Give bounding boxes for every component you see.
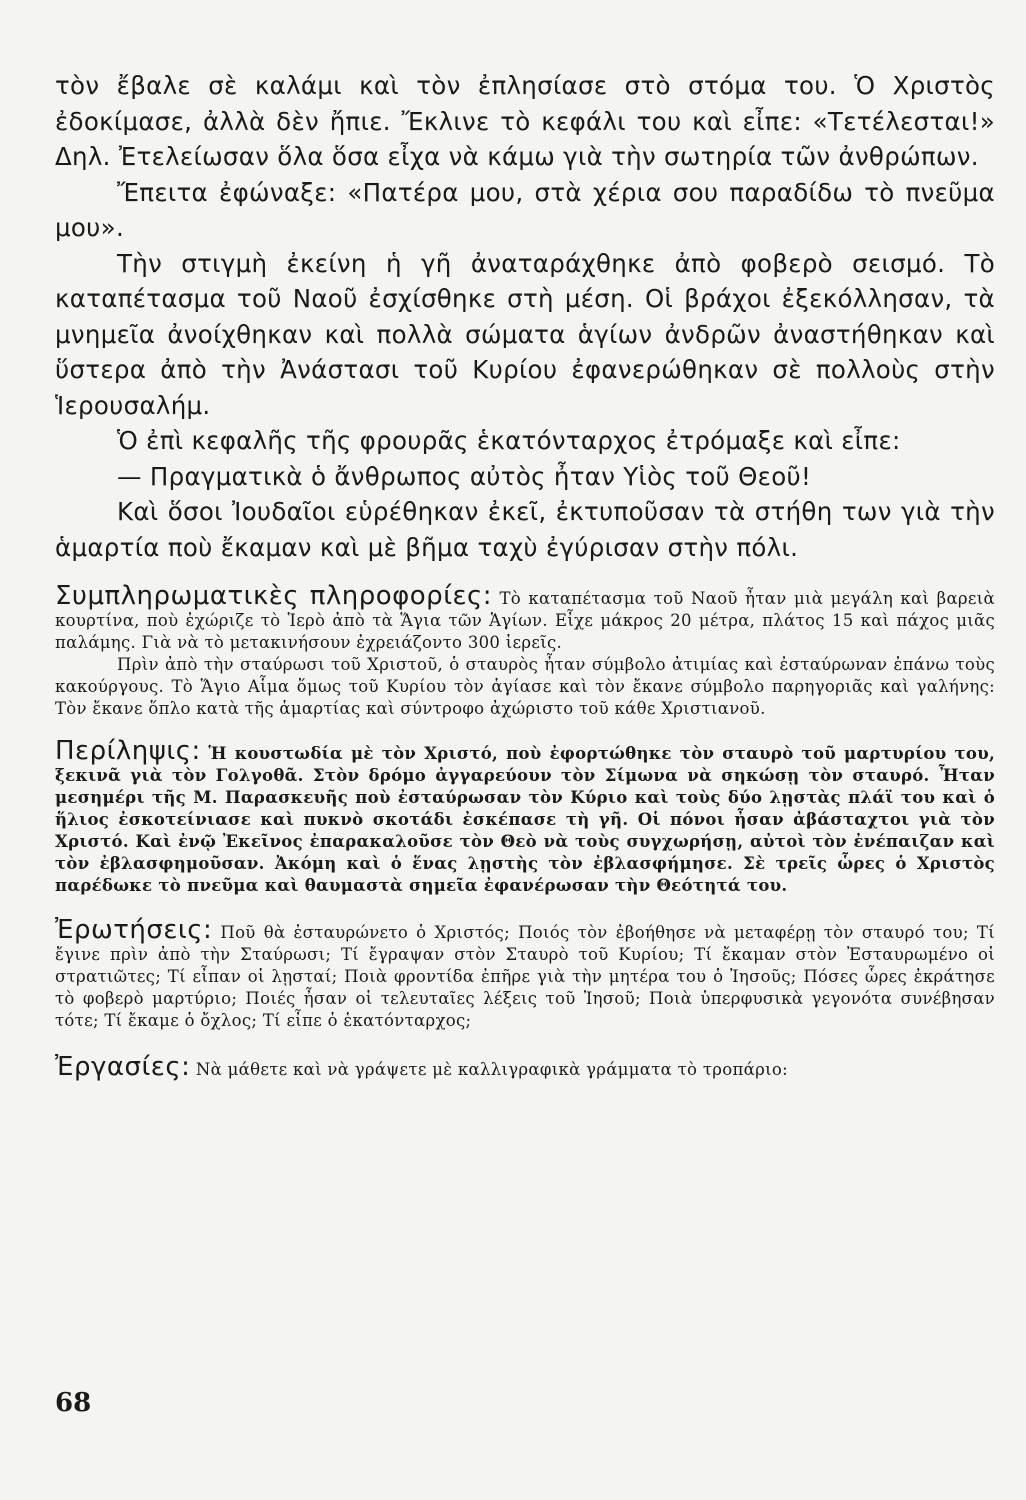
page-content <box>55 68 995 1081</box>
paragraph: — Πραγματικὰ ὁ ἄνθρωπος αὐτὸς ἦταν Υἱὸς τοῦ Θεοῦ! <box>117 461 812 491</box>
summary-text: Ἡ κουστωδία μὲ τὸν Χριστό, ποὺ ἐφορτώθηκε τὸν σταυρὸ τοῦ μαρτυρίου του, ξεκινᾶ γιὰ τὸν Γολγοθᾶ. Στὸν δρόμο ἀγγαρεύουν τὸν Σίμωνα νὰ σηκώσῃ τὸν σταυρό. Ἦταν μεσημέρι τῆς Μ. Παρασκευῆς ποὺ ἐσταύρωσαν τὸν Κύριο καὶ τοὺς δύο λῃστὰς πλάϊ του καὶ ὁ ἥλιος ἐσκοτείνιασε καὶ πυκνὸ σκοτάδι ἐσκέπασε τὴ γῆ. Οἱ πόνοι ἦσαν ἀβάσταχτοι γιὰ τὸν Χριστό. Καὶ ἐνῷ Ἐκεῖνος ἐπαρακαλοῦσε τὸν Θεὸ νὰ τοὺς συγχωρήσῃ, αὐτοὶ τὸν ἐνέπαιζαν καὶ τὸν ἐβλασφημοῦσαν. Ἀκόμη καὶ ὁ ἕνας λῃστὴς τὸν ἐβλασφήμησε. Σὲ τρεῖς ὧρες ὁ Χριστὸς παρέδωκε τὸ πνεῦμα καὶ θαυμαστὰ σημεῖα ἐφανέρωσαν τὴν Θεότητά του. <box>55 744 996 895</box>
paragraph: Ὁ ἐπὶ κεφαλῆς τῆς φρουρᾶς ἑκατόνταρχος ἐτρόμαξε καὶ εἶπε: <box>117 426 901 455</box>
main-text <box>55 68 995 565</box>
paragraph: τὸν ἔβαλε σὲ καλάμι καὶ τὸν ἐπλησίασε στὸ στόμα του. Ὁ Χριστὸς ἐδοκίμασε, ἀλλὰ δὲν ἤπιε. Ἔκλινε τὸ κεφάλι του καὶ εἶπε: «Τετέλεσται!» Δηλ. Ἐτελείωσαν ὅλα ὅσα εἶχα νὰ κάμω γιὰ τὴν σωτηρία τῶν ἀνθρώπων. <box>55 71 995 171</box>
questions-text: Ποῦ θὰ ἐσταυρώνετο ὁ Χριστός; Ποιός τὸν ἐβοήθησε νὰ μεταφέρῃ τὸν σταυρό του; Τί ἔγινε πρὶν ἀπὸ τὴν Σταύρωσι; Τί ἔγραψαν στὸν Σταυρὸ τοῦ Κυρίου; Τί ἔκαμαν στὸν Ἐσταυρωμένο οἱ στρατιῶτες; Τί εἶπαν οἱ λῃσταί; Ποιὰ φροντίδα ἐπῆρε γιὰ τὴν μητέρα του ὁ Ἰησοῦς; Πόσες ὧρες ἐκράτησε τὸ φοβερὸ μαρτύριο; Ποιές ἦσαν οἱ τελευταῖες λέξεις τοῦ Ἰησοῦ; Ποιὰ ὑπερφυσικὰ γεγονότα συνέβησαν τότε; Τί ἔκαμε ὁ ὄχλος; Τί εἶπε ὁ ἑκατόνταρχος; <box>55 923 995 1030</box>
tasks-text: Νὰ μάθετε καὶ νὰ γράψετε μὲ καλλιγραφικὰ γράμματα τὸ τροπάριο: <box>195 1060 788 1079</box>
questions-heading: Ἐρωτήσεις: <box>55 915 213 945</box>
questions-section <box>55 915 995 1032</box>
paragraph: Τὴν στιγμὴ ἐκείνη ἡ γῆ ἀναταράχθηκε ἀπὸ φοβερὸ σεισμό. Τὸ καταπέτασμα τοῦ Ναοῦ ἐσχίσθηκε στὴ μέση. Οἱ βράχοι ἐξεκόλλησαν, τὰ μνημεῖα ἀνοίχθηκαν καὶ πολλὰ σώματα ἁγίων ἀνδρῶν ἀναστήθηκαν καὶ ὕστερα ἀπὸ τὴν Ἀνάστασι τοῦ Κυρίου ἐφανερώθηκαν σὲ πολλοὺς στὴν Ἱερουσαλήμ. <box>55 248 995 420</box>
page-number: 68 <box>55 1388 92 1418</box>
supplementary-section <box>55 581 995 720</box>
supplementary-text: Πρὶν ἀπὸ τὴν σταύρωσι τοῦ Χριστοῦ, ὁ σταυρὸς ἦταν σύμβολο ἀτιμίας καὶ ἐσταύρωναν ἐπάνω τοὺς κακούργους. Τὸ Ἅγιο Αἷμα ὅμως τοῦ Κυρίου τὸν ἁγίασε καὶ τὸν ἔκανε σύμβολο παρηγοριᾶς καὶ γαλήνης: Τὸν ἔκανε ὅπλο κατὰ τῆς ἁμαρτίας καὶ σύντροφο ἀχώριστο τοῦ κάθε Χριστιανοῦ. <box>55 655 995 718</box>
supplementary-heading: Συμπληρωματικὲς πληροφορίες: <box>55 581 493 611</box>
tasks-heading: Ἐργασίες: <box>55 1052 191 1082</box>
tasks-section <box>55 1052 995 1082</box>
summary-section <box>55 736 996 897</box>
paragraph: Καὶ ὅσοι Ἰουδαῖοι εὑρέθηκαν ἐκεῖ, ἐκτυποῦσαν τὰ στήθη των γιὰ τὴν ἁμαρτία ποὺ ἔκαμαν καὶ μὲ βῆμα ταχὺ ἐγύρισαν στὴν πόλι. <box>55 497 995 562</box>
summary-heading: Περίληψις: <box>55 736 201 766</box>
paragraph: Ἔπειτα ἐφώναξε: «Πατέρα μου, στὰ χέρια σου παραδίδω τὸ πνεῦμα μου». <box>55 177 995 242</box>
supplementary-text: Τὸ καταπέτασμα τοῦ Ναοῦ ἦταν μιὰ μεγάλη καὶ βαρειὰ κουρτίνα, ποὺ ἐχώριζε τὸ Ἱερὸ ἀπὸ τὰ Ἅγια τῶν Ἁγίων. Εἶχε μάκρος 20 μέτρα, πλάτος 15 καὶ πάχος μιᾶς παλάμης. Γιὰ νὰ τὸ μετακινήσουν ἐχρειάζοντο 300 ἱερεῖς. <box>55 589 995 652</box>
